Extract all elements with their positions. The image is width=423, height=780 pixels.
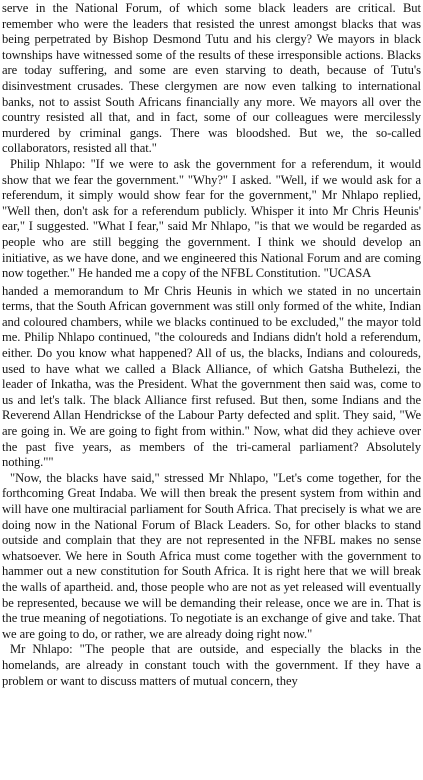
paragraph-mayor-statement: serve in the National Forum, of which some black leaders are critical. But remember who were the leaders that resisted the unrest amongst blacks that was being perpetrated by Bishop Desmond Tutu and his clergy? We mayors in black townships have witnessed some of the results of these irresponsible actions. Blacks are today suffering, and some are even starving to death, because of Tutu's disinvestment crusades. These clergymen are now even talking to international banks, not to assist South Africans financially any more. We mayors all over the country resisted all that, and in fact, some of our colleagues were mercilessly murdered by criminal gangs. There was bloodshed. But we, the so-called collaborators, resisted all that." xyxy=(2,1,421,156)
paragraph-referendum-dialogue: Philip Nhlapo: "If we were to ask the government for a referendum, it would show that we fear the government." "Why?" I asked. "Well, if we would ask for a referendum, it simply would show fear for the government," Mr Nhlapo replied, "Well then, don't ask for a referendum publicly. Whisper it into Mr Chris Heunis' ear," I suggested. "What I fear," said Mr Nhlapo, "is that we would be regarded as people who are still begging the government. I think we should develop an initiative, as we have done, and we engineered this National Forum and are coming now together." He handed me a copy of the NFBL Constitution. "UCASA xyxy=(2,156,421,281)
upper-text-block xyxy=(2,1,421,282)
paragraph-memorandum: handed a memorandum to Mr Chris Heunis in which we stated in no uncertain terms, that the South African government was still only formed of the white, Indian and coloured chambers, while we blacks continued to be excluded," the mayor told me. Philip Nhlapo continued, "the coloureds and Indians didn't hold a referendum, either. Do you know what happened? All of us, the blacks, Indians and coloureds, used to have what we called a Black Alliance, of which Gatsha Buthelezi, the leader of Inkatha, was the President. What the government then said was, come to us and let's talk. The black Alliance first refused. But then, some Indians and the Reverend Allan Hendrickse of the Labour Party defected and split. They said, "We are going in. We are going to fight from within." Now, what did they achieve over the past five years, as members of the tri-cameral parliament? Absolutely nothing."" xyxy=(2,283,421,470)
paragraph-great-indaba: "Now, the blacks have said," stressed Mr Nhlapo, "Let's come together, for the forthcoming Great Indaba. We will then break the present system from within and will have one multiracial parliament for South Africa. That precisely is what we are doing now in the National Forum of Black Leaders. So, for other blacks to stand outside and complain that they are not represented in the NFBL makes no sense whatsoever. We here in South Africa must come together with the government to hammer out a new constitution for South Africa. It is right here that we will break the walls of apartheid. and, those people who are not as yet released will eventually be represented, because we will be demanding their release, once we are in. That is the true meaning of negotiations. To negotiate is an exchange of give and take. That we are going to do, or rather, we are already doing right now." xyxy=(2,470,421,641)
lower-text-block xyxy=(2,284,421,689)
paragraph-homelands: Mr Nhlapo: "The people that are outside, and especially the blacks in the homelands, are already in constant touch with the government. If they have a problem or want to discuss matters of mutual concern, they xyxy=(2,642,421,688)
